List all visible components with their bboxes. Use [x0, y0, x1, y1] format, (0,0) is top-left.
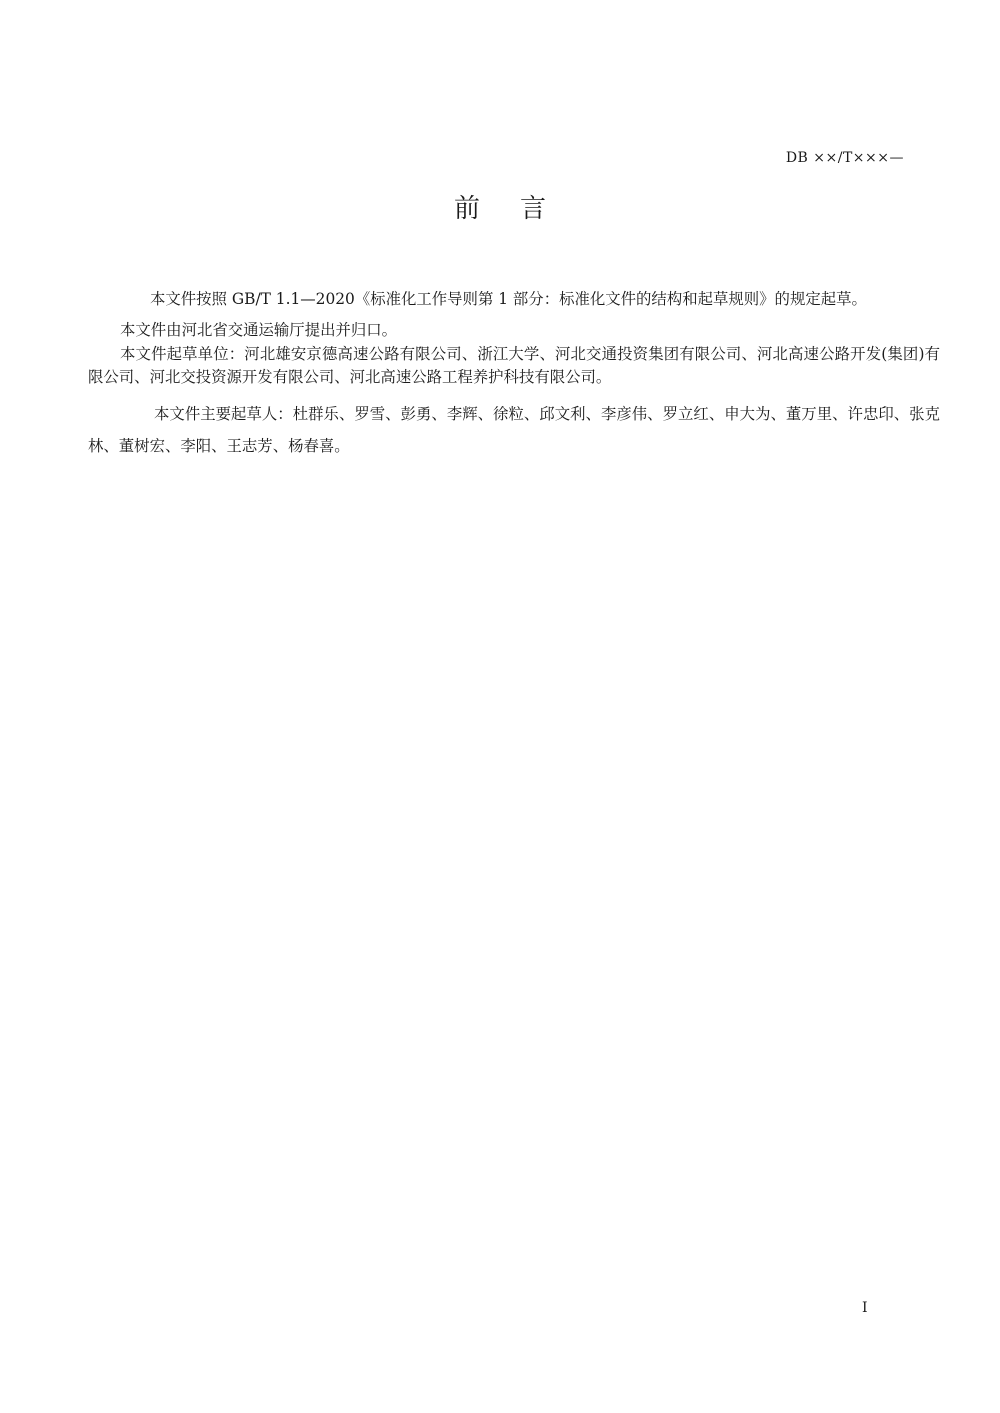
paragraph-proposer: 本文件由河北省交通运输厅提出并归口。 [120, 321, 398, 339]
paragraph-drafting-units: 本文件起草单位：河北雄安京德高速公路有限公司、浙江大学、河北交通投资集团有限公司、河北高速公路开发(集团)有限公司、河北交投资源开发有限公司、河北高速公路工程养护科技有限公司。 [88, 345, 940, 386]
paragraph-main-drafters: 本文件主要起草人：杜群乐、罗雪、彭勇、李辉、徐粒、邱文利、李彦伟、罗立红、申大为、董万里、许忠印、张克林、董树宏、李阳、王志芳、杨春喜。 [88, 405, 940, 455]
document-code: DB ××/T×××— [785, 150, 904, 166]
paragraph-drafting-basis: 本文件按照 GB/T 1.1—2020《标准化工作导则第 1 部分：标准化文件的结构和起草规则》的规定起草。 [150, 290, 867, 308]
page-title: 前言 [453, 194, 586, 224]
page-number: I [862, 1300, 868, 1316]
